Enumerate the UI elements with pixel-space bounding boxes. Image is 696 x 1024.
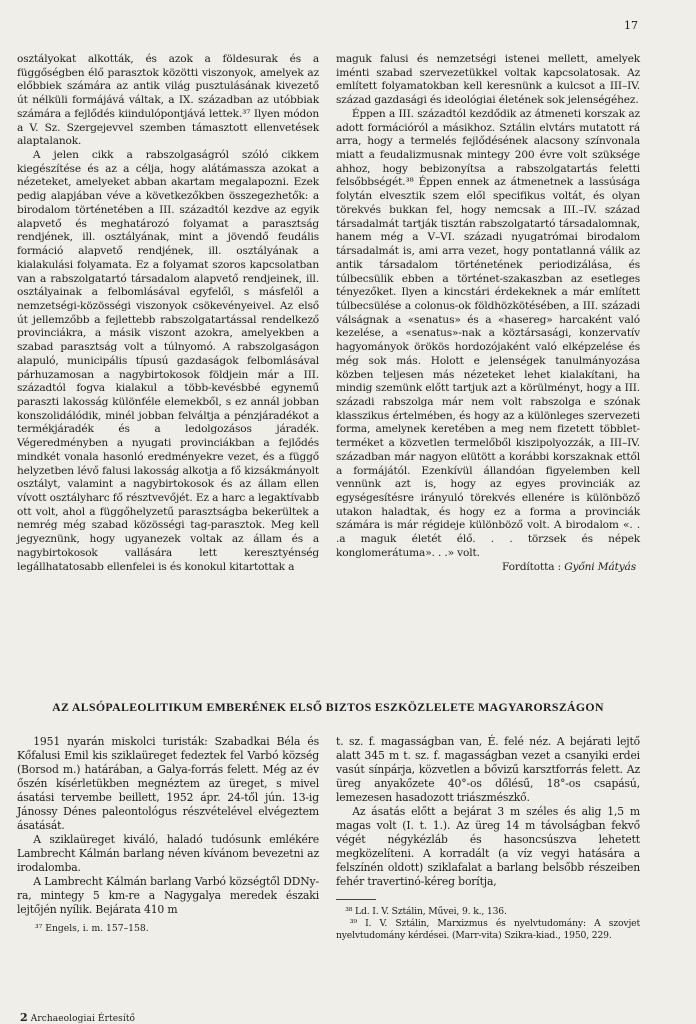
footnote: ³⁹ I. V. Sztálin, Marxizmus és nyelvtudomány: A szovjet nyelvtudomány kérdései. (Marr-vita) Szikra-kiad., 1950, 229.: [336, 917, 640, 941]
paragraph: Az ásatás előtt a bejárat 3 m széles és alig 1,5 m magas volt (I. t. 1.). Az üreg 14 m távolságban fekvő végét négykézláb és hasoncsúszva lehetett megközelíteni. A korradált (a víz vegyi hatására a felszínén oldott) sziklafalat a barlang belsőbb részeiben fehér travertinó-kéreg borítja,: [336, 805, 640, 888]
footnote-divider: [336, 899, 376, 900]
footnotes-right: [336, 906, 640, 941]
page-number: 17: [624, 19, 638, 32]
article-title: AZ ALSÓPALEOLITIKUM EMBERÉNEK ELSŐ BIZTOS ESZKÖZLELETE MAGYARORSZÁGON: [52, 700, 604, 714]
signature-number: 2: [20, 1011, 28, 1024]
footnote: ³⁸ Ld. I. V. Sztálin, Művei, 9. k., 136.: [345, 906, 507, 917]
paragraph: A jelen cikk a rabszolgaságról szóló cikkem kiegészítése és az a célja, hogy alátámassza azokat a nézeteket, amelyeket abban akartam megalapozni. Ezek pedig alapjában véve a következőkben összegezhetők: a birodalom történetében a III. századtól kezdve az egyik alapvető és meghatározó folyamat a parasztság rendjének, ill. osztályának, mint a jövendő feudális formáció alapvető rendjének, ill. osztályának a kialakulási folyamata. Ez a folyamat szoros kapcsolatban van a rabszolgatartó társadalom alapvető rendjeinek, ill. osztályainak a felbomlásával egyfelől, s másfelől a nemzetségi-közösségi viszonyok csökevényeivel. Az első út jellemzőbb a fejlettebb rabszolgatartással rendelkező provinciákra, a másik viszont azokra, amelyekben a szabad parasztság volt a túlnyomó. A rabszolgaságon alapuló, municipális típusú gazdaságok felbomlásával párhuzamosan a nagybirtokosok földjein már a III. századtól fogva kialakul a több-kevésbbé egynemű paraszti lakosság különféle elemekből, s ez annál jobban konszolidálódik, minél jobban felváltja a pénzjáradékot a termékjáradék és a ledolgozásos járadék. Végeredményben a nyugati provinciákban a fejlődés mindkét vonala hasonló eredményekre vezet, és a függő helyzetben lévő falusi lakosság alkotja a fő kizsákmányolt osztályt, valamint a nagybirtokosok és az állam ellen vívott osztályharc fő résztvevőjét. Ez a harc a legaktívabb ott volt, ahol a függőhelyzetű parasztságba bekerültek a nemrég még szabad közösségi tag-parasztok. Meg kell jegyeznünk, hogy ugyanezek voltak az állam és a nagybirtokosok vallására lett keresztyénség legállhatatosabb ellenfelei is és konokul kitartottak a: [17, 149, 319, 573]
right-column-top: [336, 53, 640, 574]
right-column-bottom: [336, 735, 640, 941]
footnote-left: ³⁷ Engels, i. m. 157–158.: [35, 923, 149, 934]
journal-signature: [20, 1011, 135, 1024]
paragraph: osztályokat alkották, és azok a földesurak és a függőségben élő parasztok közötti viszonyok, amelyek az előbbiek számára az antik világ pusztulásának kivezető út nélküli formájává váltak, a IX. században az utóbbiak számára a fejlődés kiindulópontjává lettek.³⁷ Ilyen módon a V. Sz. Szergejevvel szemben támasztott ellenvetések alaptalanok.: [17, 53, 319, 148]
translator-credit: [336, 561, 640, 575]
translator-label: Fordította :: [502, 560, 562, 573]
paragraph: Éppen a III. századtól kezdődik az átmeneti korszak az adott formációról a másikhoz. Sztálin elvtárs mutatott rá arra, hogy a termelés fejlődésének alacsony színvonala miatt a feudalizmusnak mintegy 200 évre volt szüksége ahhoz, hogy bebizonyítsa a rabszolgatartás feletti felsőbbségét.³⁸ Éppen ennek az átmenetnek a lassúsága folytán elvesztik szem elől specifikus voltát, és olyan törekvés bukkan fel, hogy nemcsak a III.–IV. század társadalmát tartják tisztán rabszolgatartó társadalomnak, hanem még a V–VI. századi nyugatrómai birodalom társadalmát is, ami arra vezet, hogy pontatlanná válik az antik társadalom történetének periodizálása, és túlbecsülik ebben a történet-szakaszban az esetleges tényezőket. Ilyen a kincstári érdekeknek a már említett túlbecsülése a colonus-ok földhözkötésében, a III. századi válságnak a «senatus» és a «hasereg» harcaként való kezelése, a «senatus»-nak a köztársasági, konzervatív hagyományok örökös hordozójaként való elképzelése és még sok más. Holott e jelenségek tanulmányozása közben teljesen más nézeteket lehet kialakítani, ha mindig szemünk előtt tartjuk azt a körülményt, hogy a III. századi rabszolga már nem volt rabszolga e szónak klasszikus értelmében, és hogy az a különleges szervezeti forma, amelynek keretében a meg nem fizetett többlet-terméket a közvetlen termelőből kiszipolyozzák, a III–IV. században már nagyon elütött a korábbi korszaknak ettől a formájától. Ezenkívül állandóan figyelemben kell vennünk azt is, hogy az egyes provinciák az egységesítésre irányuló törekvés ellenére is különböző utakon haladtak, és hogy ez a forma a provinciák számára is már régideje különböző volt. A birodalom «. . .a maguk életét élő. . . törzsek és népek konglomerátuma». . .» volt.: [336, 107, 640, 559]
paragraph: A Lambrecht Kálmán barlang Varbó községtől DDNy-ra, mintegy 5 km-re a Nagygalya meredek északi lejtőjén nyílik. Bejárata 410 m: [17, 875, 319, 916]
paragraph: maguk falusi és nemzetségi istenei mellett, amelyek iménti szabad szervezetükkel voltak kapcsolatosak. Az említett folyamatokban kell keresnünk a kulcsot a III–IV. század gazdasági és ideológiai életének sok jelenségéhez.: [336, 53, 640, 107]
left-column-bottom: [17, 735, 319, 917]
paragraph: 1951 nyarán miskolci turisták: Szabadkai Béla és Kőfalusi Emil kis sziklaüreget fedeztek fel Varbó község (Borsod m.) határában, a Galya-forrás felett. Még az év őszén kísérletükben megnéztem az üreget, s mivel ásatási tervembe beillett, 1952 ápr. 24-től jún. 13-ig Jánossy Dénes paleontológus részvételével elvégeztem ásatását.: [17, 735, 319, 832]
left-column-top: [17, 53, 319, 574]
journal-name: Archaeologiai Értesítő: [30, 1014, 136, 1024]
paragraph: t. sz. f. magasságban van, É. felé néz. A bejárati lejtő alatt 345 m t. sz. f. magasságban vezet a csanyiki erdei vasút sínpárja, közvetlen a bővizű karsztforrás felett. Az üreg anyakőzete 40°-os dőlésű, 18°-os csapású, lemezesen hasadozott triászmészkő.: [336, 735, 640, 804]
translator-name: Győni Mátyás: [564, 560, 636, 573]
paragraph: A sziklaüreget kiváló, haladó tudósunk emlékére Lambrecht Kálmán barlang néven kívánom bevezetni az irodalomba.: [17, 833, 319, 874]
